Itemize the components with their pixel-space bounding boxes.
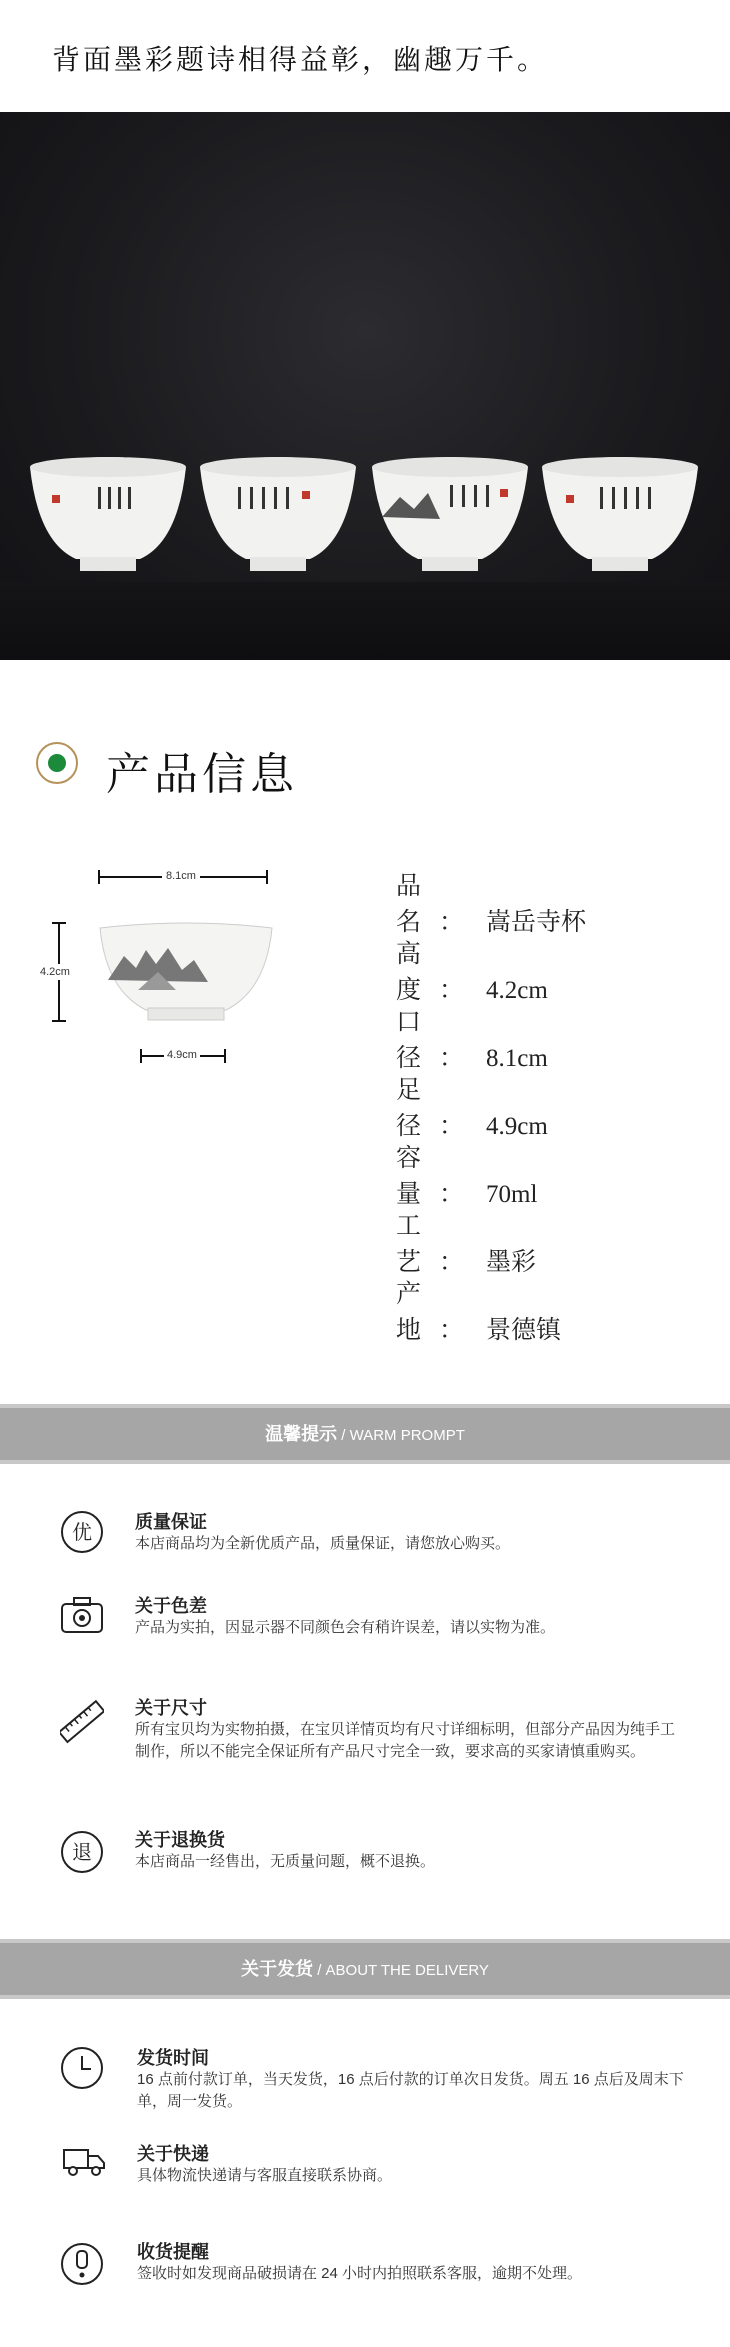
spec-row: 工艺： 墨彩: [396, 1213, 537, 1276]
notice-title: 收货提醒: [137, 2242, 209, 2262]
warm-prompt-banner: 温馨提示 / WARM PROMPT: [0, 1404, 730, 1464]
notice-body: 16 点前付款订单，当天发货，16 点后付款的订单次日发货。周五 16 点后及周末下单，周一发货。: [137, 2071, 684, 2110]
notice-title: 关于色差: [135, 1596, 207, 1616]
return-icon: [60, 1830, 104, 1874]
notice-body: 本店商品均为全新优质产品，质量保证，请您放心购买。: [135, 1535, 511, 1552]
alert-icon: [60, 2242, 104, 2286]
notice-body: 所有宝贝均为实物拍摄，在宝贝详情页均有尺寸详细标明，但部分产品因为纯手工制作，所以不能完全保证所有产品尺寸完全一致，要求高的买家请慎重购买。: [135, 1721, 676, 1760]
spec-row: 容量： 70ml: [396, 1145, 538, 1208]
cup-image: [540, 447, 700, 587]
spec-row: 品名： 嵩岳寺杯: [396, 873, 587, 936]
cup-image: [198, 447, 358, 587]
notice-title: 关于快递: [137, 2144, 209, 2164]
clock-icon: [60, 2046, 104, 2090]
ruler-icon: [60, 1700, 104, 1744]
spec-row: 口径： 8.1cm: [396, 1009, 548, 1072]
spec-row: 足径： 4.9cm: [396, 1077, 548, 1140]
notice-body: 产品为实拍，因显示器不同颜色会有稍许误差，请以实物为准。: [135, 1619, 556, 1636]
spec-row: 产地： 景德镇: [396, 1281, 562, 1344]
spec-row: 高度： 4.2cm: [396, 941, 548, 1004]
notice-title: 发货时间: [137, 2048, 209, 2068]
svg-text:退: 退: [72, 1840, 92, 1864]
section-dot-icon: [36, 742, 78, 784]
foot-label: 4.9cm: [164, 1049, 200, 1061]
notice-body: 本店商品一经售出，无质量问题，概不退换。: [135, 1853, 436, 1870]
height-label: 4.2cm: [40, 966, 70, 978]
product-photo: [0, 112, 730, 660]
quality-icon: [60, 1510, 104, 1554]
cup-diagram-image: [98, 920, 274, 1030]
notice-title: 关于尺寸: [135, 1698, 207, 1718]
width-label: 8.1cm: [162, 870, 200, 882]
svg-text:优: 优: [72, 1520, 92, 1544]
photo-floor: [0, 582, 730, 660]
notice-body: 具体物流快递请与客服直接联系协商。: [137, 2167, 393, 2184]
notice-body: 签收时如发现商品破损请在 24 小时内拍照联系客服，逾期不处理。: [137, 2265, 583, 2282]
notice-title: 质量保证: [135, 1512, 207, 1532]
top-caption: 背面墨彩题诗相得益彰，幽趣万千。: [52, 45, 549, 76]
notice-title: 关于退换货: [135, 1830, 225, 1850]
cup-image: [370, 447, 530, 587]
cup-image: [28, 447, 188, 587]
truck-icon: [62, 2138, 106, 2182]
section-title: 产品信息: [106, 750, 298, 799]
delivery-banner: 关于发货 / ABOUT THE DELIVERY: [0, 1939, 730, 1999]
camera-icon: [60, 1594, 104, 1638]
